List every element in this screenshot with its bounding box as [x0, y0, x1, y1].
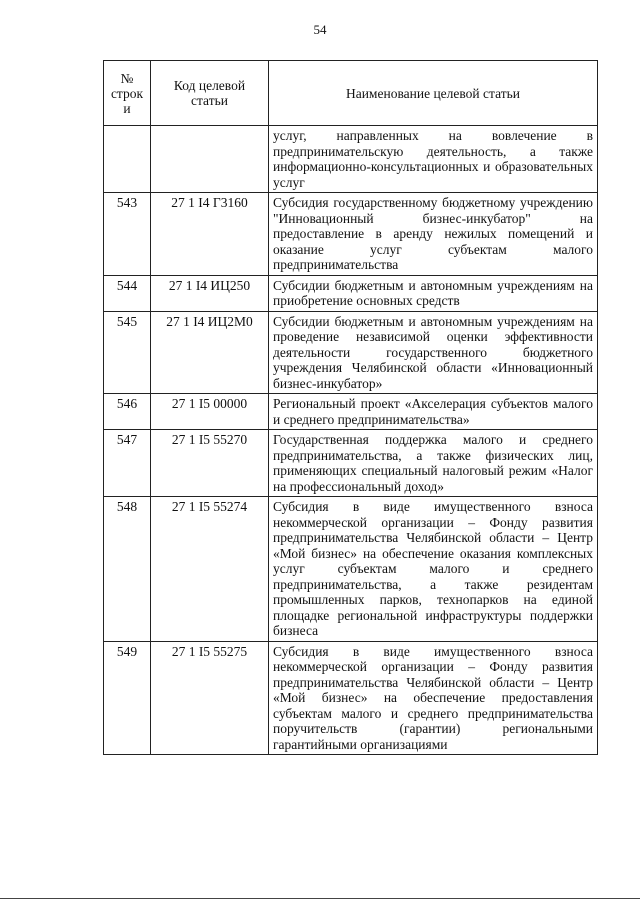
row-number: 548	[104, 497, 151, 642]
header-row-number: № строк и	[104, 61, 151, 126]
row-code: 27 1 I5 55270	[151, 430, 269, 497]
row-name: Субсидия в виде имущественного взноса некоммерческой организации – Фонду развития предпринимательства Челябинской области – Центр «Мой бизнес» на обеспечение оказания комплексных услуг субъектам малого и среднего предпринимательства, а также резидентам промышленных парков, технопарков на единой площадке региональной инфраструктуры поддержки бизнеса	[269, 497, 598, 642]
table-header	[104, 61, 598, 126]
table-row	[104, 126, 598, 193]
row-name: Субсидия государственному бюджетному учреждению "Инновационный бизнес-инкубатор" на предоставление в аренду нежилых помещений и оказание услуг субъектам малого предпринимательства	[269, 193, 598, 276]
row-code: 27 1 I4 ИЦ250	[151, 275, 269, 311]
table-row	[104, 430, 598, 497]
row-number: 546	[104, 394, 151, 430]
table-row	[104, 394, 598, 430]
row-code: 27 1 I4 Г3160	[151, 193, 269, 276]
row-number: 545	[104, 311, 151, 394]
row-name: Государственная поддержка малого и среднего предпринимательства, а также физических лиц, применяющих специальный налоговый режим «Налог на профессиональный доход»	[269, 430, 598, 497]
table-row	[104, 641, 598, 755]
table-row	[104, 193, 598, 276]
row-code: 27 1 I4 ИЦ2М0	[151, 311, 269, 394]
table-body	[104, 126, 598, 755]
page-number: 54	[313, 22, 327, 37]
row-code: 27 1 I5 55274	[151, 497, 269, 642]
row-number	[104, 126, 151, 193]
row-number: 549	[104, 641, 151, 755]
row-number: 544	[104, 275, 151, 311]
table-row	[104, 497, 598, 642]
row-code	[151, 126, 269, 193]
row-name: Региональный проект «Акселерация субъектов малого и среднего предпринимательства»	[269, 394, 598, 430]
header-code: Код целевой статьи	[151, 61, 269, 126]
row-code: 27 1 I5 55275	[151, 641, 269, 755]
row-code: 27 1 I5 00000	[151, 394, 269, 430]
row-name: Субсидии бюджетным и автономным учреждениям на приобретение основных средств	[269, 275, 598, 311]
row-name: Субсидии бюджетным и автономным учреждениям на проведение независимой оценки эффективности деятельности государственного бюджетного учреждения Челябинской области «Инновационный бизнес-инкубатор»	[269, 311, 598, 394]
row-number: 543	[104, 193, 151, 276]
header-row	[104, 61, 598, 126]
page-bottom-rule	[0, 898, 640, 899]
table-row	[104, 275, 598, 311]
budget-table	[103, 60, 598, 755]
table-row	[104, 311, 598, 394]
row-name: услуг, направленных на вовлечение в предпринимательскую деятельность, а также информационно-консультационных и образовательных услуг	[269, 126, 598, 193]
row-number: 547	[104, 430, 151, 497]
row-name: Субсидия в виде имущественного взноса некоммерческой организации – Фонду развития предпринимательства Челябинской области – Центр «Мой бизнес» на обеспечение предоставления субъектам малого и среднего предпринимательства поручительств (гарантии) региональными гарантийными организациями	[269, 641, 598, 755]
header-name: Наименование целевой статьи	[269, 61, 598, 126]
